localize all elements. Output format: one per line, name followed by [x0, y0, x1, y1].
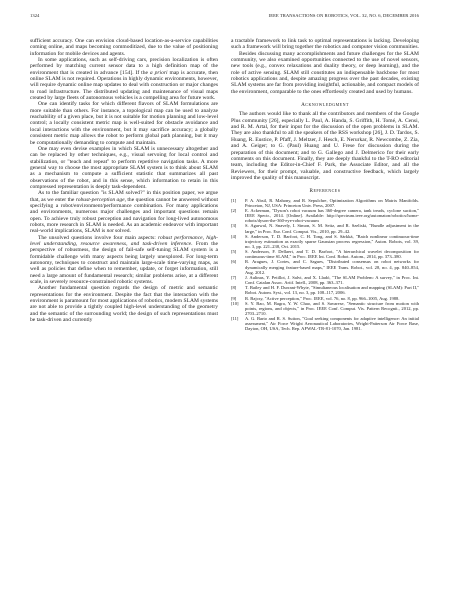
reference-text: P. A. Absil, R. Mahony, and R. Sepulchre, Optimization Algorithms on Matrix Manifolds. Princeton, NJ, USA: Princeton Univ. Press, 2007. [245, 197, 419, 208]
paragraph: sufficient accuracy. One can envision cloud-based location-as-a-service capabilities coming online, and maps becoming commoditized, due to the value of positioning information for mobile devices and agents. [30, 38, 218, 57]
running-title: IEEE TRANSACTIONS ON ROBOTICS, VOL. 32, NO. 6, DECEMBER 2016 [268, 13, 419, 18]
acknowledgment-text: The authors would like to thank all the contributors and members of the Google Plus community [26], especially L. Paul, A. Handa, S. Griffith, H. Tomé, A. Censi, and R. M. Artal, for their input for the discussion of the open problems in SLAM. They are also thankful to all the speakers of the RSS workshop [26], J. D. Tardos, S. Huang, R. Eustice, P. Pfaff, J. Meltzer, J. Hesch, E. Nerurkar, R. Newcombe, Z. Zia, and A. Geiger; to G. (Paul) Huang and U. Frese for discussion during the preparation of this document; and to G. Gallego and J. Delmerico for their early comments on this document. Finally, they are deeply thankful to the T-RO editorial team, including the Editor-in-Chief F. Park, the Associate Editor, and all the Reviewers, for their prompt, valuable, and constructive feedback, which largely improved the quality of this manuscript. [231, 111, 419, 181]
reference-item [231, 259, 419, 274]
reference-text: E. Ackerman, "Dyson's robot vacuum has 360-degree camera, tank treads, cyclone suction," IEEE Spectr., 2014. [Online]. Available: http://spectrum.ieee.org/automaton/robotics/home-robots/dyson-the-360-eye-robot-vacuum [245, 207, 419, 224]
reference-item [231, 301, 419, 316]
reference-item [231, 249, 419, 259]
paragraph: Besides discussing many accomplishments and future challenges for the SLAM community, we also examined opportunities connected to the use of novel sensors, new tools (e.g., convex relaxations and duality theory, or deep learning), and the role of active sensing. SLAM still constitutes an indispensable backbone for most robotics applications and, despite amazing progress over the past decades, existing SLAM systems are far from providing insightful, actionable, and compact models of the environment, comparable to the ones effortlessly created and used by humans. [231, 50, 419, 95]
reference-text: S. Anderson, T. D. Barfoot, C. H. Tong, and S. Särkkä, "Batch nonlinear continuous-time trajectory estimation as exactly sparse Gaussian process regression," Auton. Robots, vol. 39, no. 3, pp. 221–238, Oct. 2015. [245, 233, 419, 249]
reference-text: R. Aragues, J. Cortes, and C. Sagues, "Distributed consensus on robot networks for dynamically merging feature-based maps," IEEE Trans. Robot., vol. 28, no. 4, pp. 840–854, Aug. 2012. [245, 259, 419, 275]
paragraph: a tractable framework to link task to optimal representations is lacking. Developing such a framework will bring together the robotics and computer vision communities. [231, 38, 419, 51]
reference-item [231, 208, 419, 223]
paragraph: In some applications, such as self-driving cars, precision localization is often performed by matching current sensor data to a high definition map of the environment that is created in advance [154]. If the a priori map is accurate, then online SLAM is not required. Operations in highly dynamic environments, however, will require dynamic online map updates to deal with construction or major changes to road infrastructure. The distributed updating and maintenance of visual maps created by large fleets of autonomous vehicles is a compelling area for future work. [30, 57, 218, 102]
reference-number: [4] [231, 233, 237, 239]
reference-text: S. Agarwal, N. Snavely, I. Simon, S. M. Seitz, and R. Szeliski, "Bundle adjustment in the large," in Proc. Eur. Conf. Comput. Vis., 2010, pp. 29–42. [245, 223, 419, 234]
paragraph: One can identify tasks for which different flavors of SLAM formulations are more suitable than others. For instance, a topological map can be used to analyze reachability of a given place, but it is not suitable for motion planning and low-level control; a locally consistent metric map is well-suited for obstacle avoidance and local interactions with the environment, but it may sacrifice accuracy; a globally consistent metric map allows the robot to perform global path planning, but it may be computationally demanding to compute and maintain. [30, 101, 218, 146]
reference-number: [2] [231, 207, 237, 213]
reference-number: [1] [231, 197, 237, 203]
reference-item [231, 316, 419, 331]
page-number: 1324 [30, 13, 40, 18]
paragraph: As to the familiar question "is SLAM solved?" in this position paper, we argue that, as we enter the robust-perception age, the question cannot be answered without specifying a robot/environment/performance combination. For many applications and environments, numerous major challenges and important questions remain open. To achieve truly robust perception and navigation for long-lived autonomous robots, more research in SLAM is needed. As an academic endeavor with important real-world implications, SLAM is not solved. [30, 190, 219, 235]
reference-number: [8] [231, 285, 237, 291]
reference-number: [11] [231, 316, 239, 322]
left-column [30, 38, 218, 323]
reference-number: [9] [231, 295, 237, 301]
acknowledgment-heading: Acknowledgment [301, 102, 349, 109]
paragraph: The unsolved questions involve four main aspects: robust performance, high-level understanding, resource awareness, and task-driven inference. From the perspective of robustness, the design of fail-safe self-tuning SLAM system is a formidable challenge with many aspects being largely unexplored. For long-term autonomy, techniques to construct and maintain large-scale time-varying maps, as well as policies that define when to remember, update, or forget information, still need a large amount of fundamental research; similar problems arise, at a different scale, in severely resource-constrained robotic systems. [30, 234, 218, 286]
reference-text: S. Y. Bao, M. Bagra, Y. W. Chao, and S. Savarese, "Semantic structure from motion with points, regions, and objects," in Proc. IEEE Conf. Comput. Vis. Pattern Recognit., 2012, pp. 2703–2710. [245, 300, 419, 316]
reference-item [231, 234, 419, 249]
reference-text: T. Bailey and H. F. Durrant-Whyte, "Simultaneous localisation and mapping (SLAM): Part II," Robot. Autom. Syst., vol. 13, no. 3, pp. 108–117, 2006. [245, 285, 419, 296]
running-header [30, 13, 419, 21]
reference-number: [7] [231, 274, 237, 280]
paragraph: One may even devise examples in which SLAM is unnecessary altogether and can be replaced by other techniques, e.g., visual servoing for local control and stabilization, or "teach and repeat" to perform repetitive navigation tasks. A more general way to choose the most appropriate SLAM system is to think about SLAM as a mechanism to compute a sufficient statistic that summarizes all past observations of the robot, and in this sense, which information to retain in this compressed representation is deeply task-dependent. [30, 145, 218, 190]
reference-text: J. Aulinas, Y. Petillot, J. Salvi, and X. Lladó, "The SLAM Problem: A survey," in Proc. Int. Conf. Catalan Assoc. Artif. Intell., 2008, pp. 363–371. [245, 274, 419, 286]
reference-number: [10] [231, 300, 239, 306]
right-column [231, 38, 419, 332]
reference-number: [6] [231, 259, 237, 265]
reference-item [231, 198, 419, 208]
reference-number: [5] [231, 249, 237, 255]
references-heading: References [309, 188, 341, 195]
reference-item [231, 223, 419, 233]
reference-text: A. G. Barto and R. S. Sutton, "Goal seeking components for adaptive intelligence: An initial assessment," Air Force Wright Aeronautical Laboratories, Wright-Patterson Air Force Base, Dayton, OH, USA, Tech. Rep. AFWAL-TR-81-1070, Jan. 1981. [245, 316, 419, 332]
reference-text: R. Bajcsy, "Active perception," Proc. IEEE, vol. 76, no. 8, pp. 966–1005, Aug. 1988. [245, 295, 400, 301]
reference-item [231, 285, 419, 295]
paragraph: Another fundamental question regards the design of metric and semantic representations for the environment. Despite the fact that the interaction with the environment is paramount for most applications of robotics, modern SLAM systems are not able to provide a tightly coupled high-level understanding of the geometry and the semantic of the surrounding world; the design of such representations must be task-driven and currently [30, 285, 218, 324]
reference-text: S. Anderson, F. Dellaert, and T. D. Barfoot, "A hierarchical wavelet decomposition for continuous-time SLAM," in Proc. IEEE Int. Conf. Robot. Autom., 2014, pp. 373–380. [245, 249, 419, 260]
reference-list [231, 198, 419, 332]
reference-item [231, 275, 419, 285]
reference-number: [3] [231, 223, 237, 229]
